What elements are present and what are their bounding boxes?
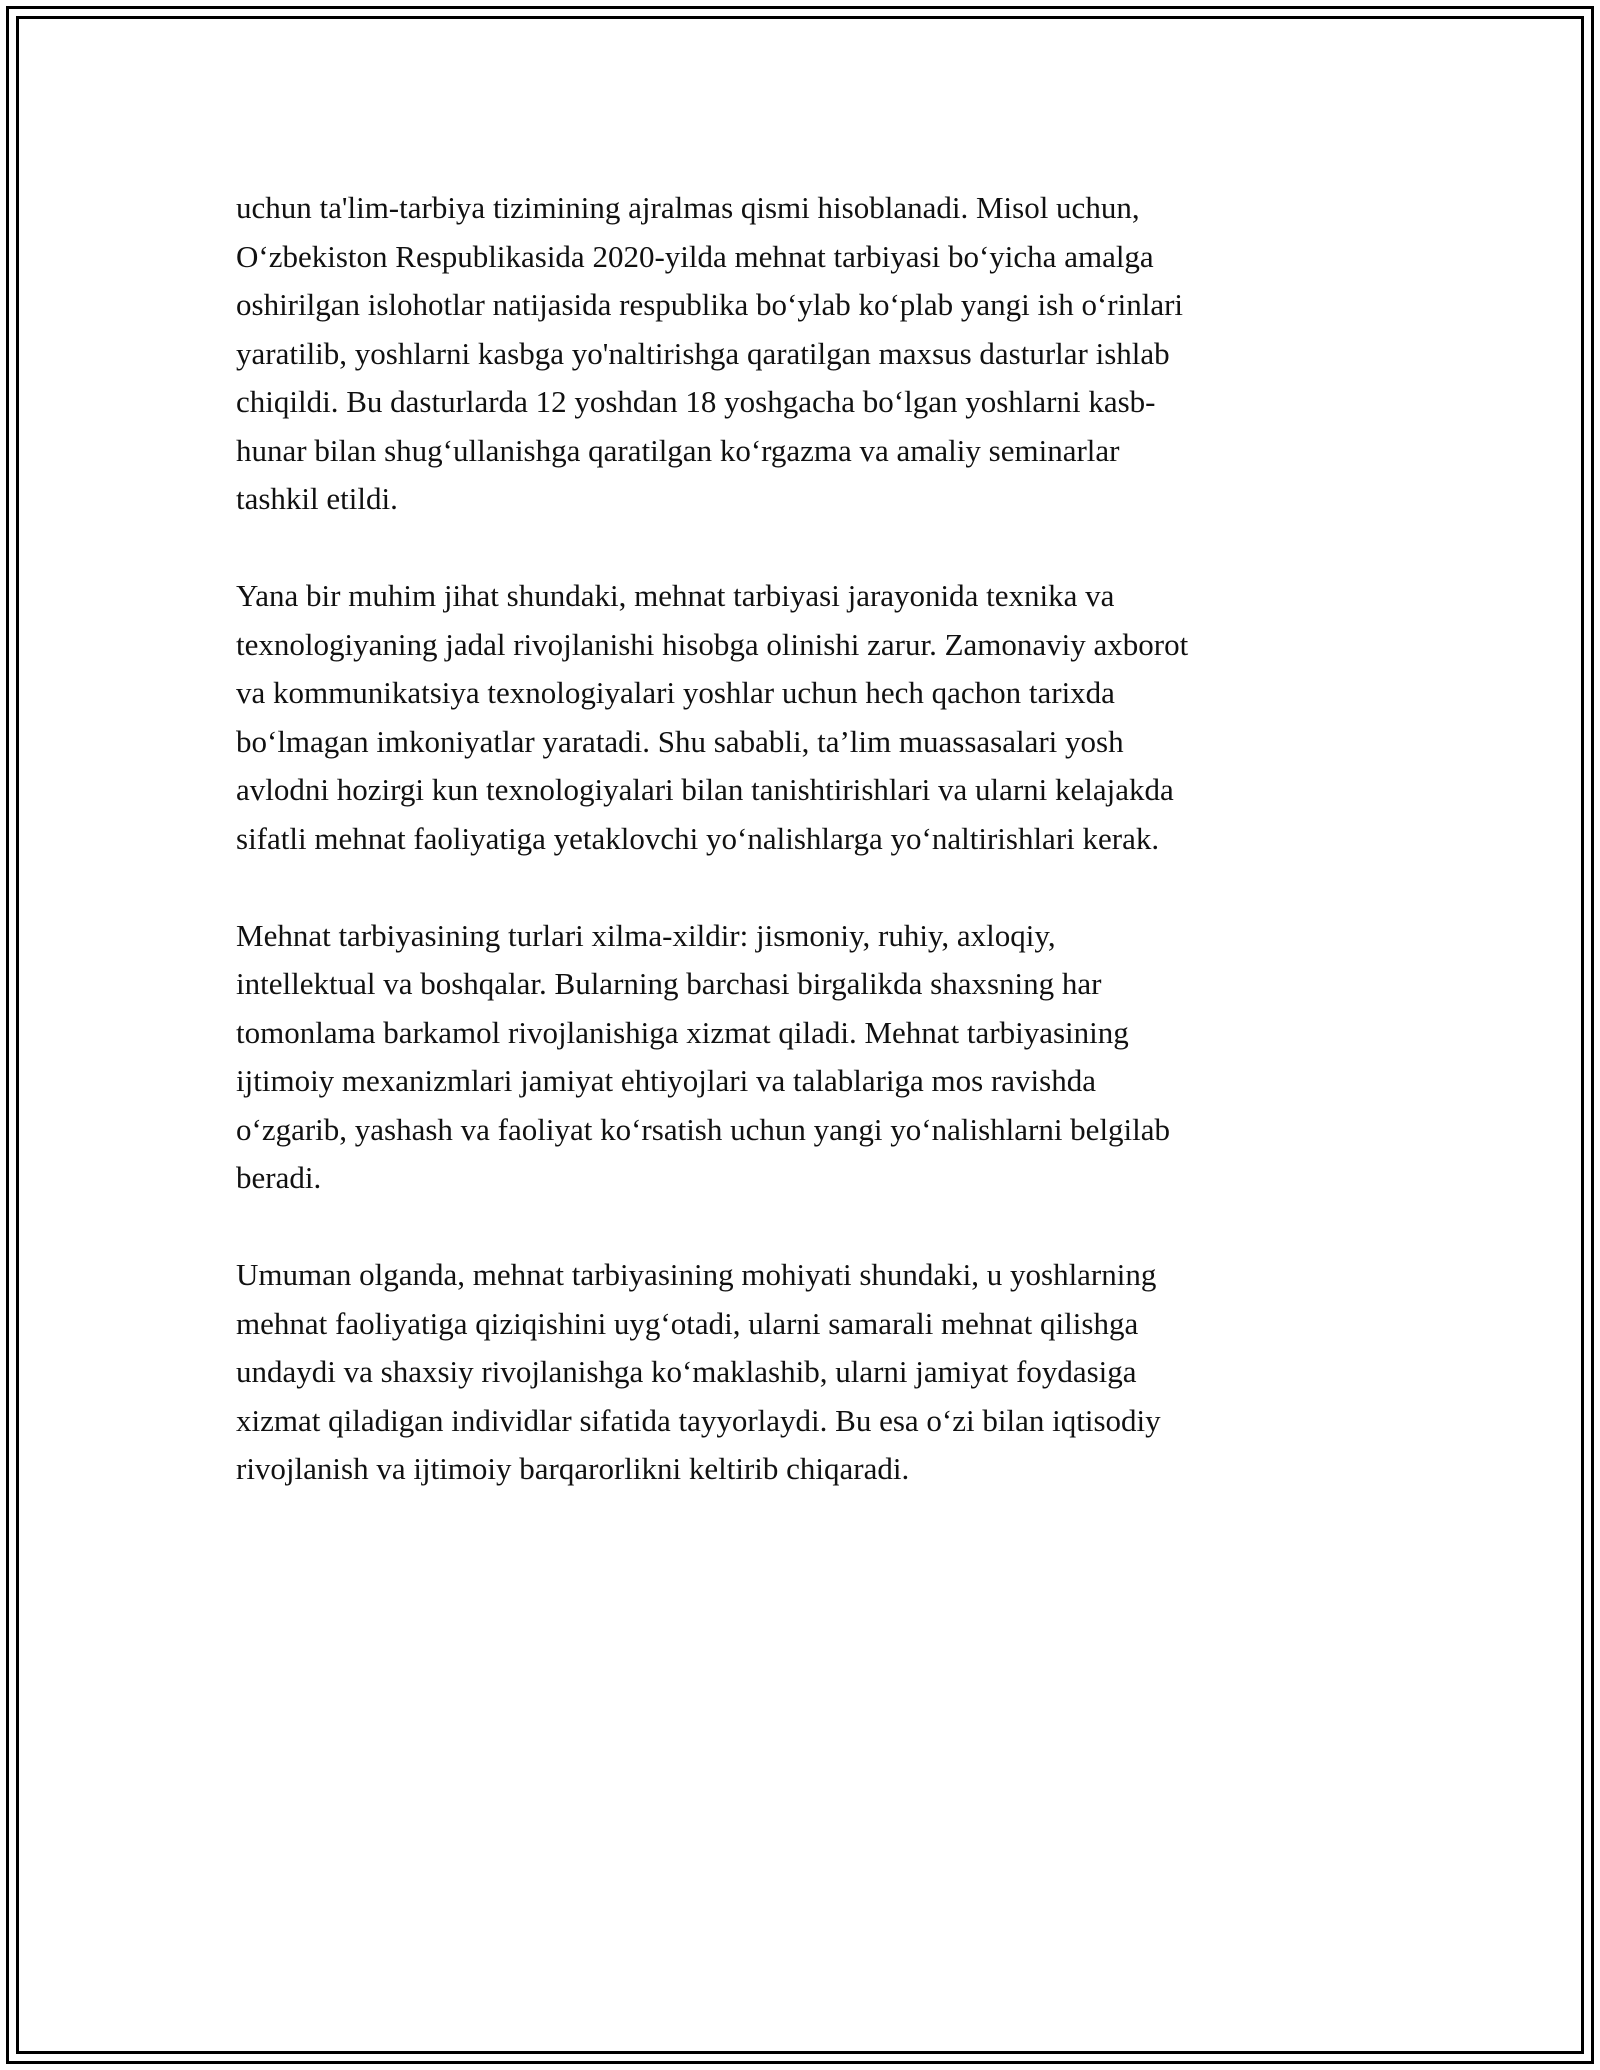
paragraph-line: rivojlanish va ijtimoiy barqarorlikni keltirib chiqaradi. — [236, 1451, 910, 1486]
paragraph-line: texnologiyaning jadal rivojlanishi hisobga olinishi zarur. Zamonaviy axborot — [236, 626, 1189, 662]
paragraph-line: beradi. — [236, 1160, 322, 1195]
paragraph-line: Mehnat tarbiyasining turlari xilma-xildir: jismoniy, ruhiy, axloqiy, — [236, 917, 1056, 953]
paragraph-line: mehnat faoliyatiga qiziqishini uyg‘otadi, ularni samarali mehnat qilishga — [236, 1305, 1139, 1341]
paragraph-line: chiqildi. Bu dasturlarda 12 yoshdan 18 yoshgacha bo‘lgan yoshlarni kasb- — [236, 384, 1156, 419]
paragraph-line: undaydi va shaxsiy rivojlanishga ko‘maklashib, ularni jamiyat foydasiga — [236, 1354, 1137, 1389]
paragraph-3 — [236, 912, 1376, 1203]
paragraph-line: uchun ta'lim-tarbiya tizimining ajralmas qismi hisoblanadi. Misol uchun, — [236, 190, 1140, 225]
paragraph-1 — [236, 184, 1376, 524]
paragraph-line: xizmat qiladigan individlar sifatida tayyorlaydi. Bu esa o‘zi bilan iqtisodiy — [236, 1402, 1161, 1438]
paragraph-line: hunar bilan shug‘ullanishga qaratilgan ko‘rgazma va amaliy seminarlar — [236, 432, 1120, 468]
paragraph-line: intellektual va boshqalar. Bularning barchasi birgalikda shaxsning har — [236, 966, 1102, 1001]
paragraph-line: tomonlama barkamol rivojlanishiga xizmat qiladi. Mehnat tarbiyasining — [236, 1014, 1129, 1050]
paragraph-line: O‘zbekiston Respublikasida 2020-yilda mehnat tarbiyasi bo‘yicha amalga — [236, 238, 1154, 274]
paragraph-line: ijtimoiy mexanizmlari jamiyat ehtiyojlari va talablariga mos ravishda — [236, 1063, 1096, 1098]
document-body — [236, 184, 1376, 1542]
paragraph-line: tashkil etildi. — [236, 481, 398, 516]
paragraph-2 — [236, 572, 1376, 863]
paragraph-line: Umuman olganda, mehnat tarbiyasining mohiyati shundaki, u yoshlarning — [236, 1257, 1157, 1292]
paragraph-line: va kommunikatsiya texnologiyalari yoshlar uchun hech qachon tarixda — [236, 675, 1115, 710]
paragraph-line: oshirilgan islohotlar natijasida respublika bo‘ylab ko‘plab yangi ish o‘rinlari — [236, 287, 1184, 322]
paragraph-line: Yana bir muhim jihat shundaki, mehnat tarbiyasi jarayonida texnika va — [236, 578, 1115, 613]
paragraph-line: yaratilib, yoshlarni kasbga yo'naltirishga qaratilgan maxsus dasturlar ishlab — [236, 335, 1170, 371]
paragraph-4 — [236, 1251, 1376, 1494]
paragraph-line: bo‘lmagan imkoniyatlar yaratadi. Shu sababli, ta’lim muassasalari yosh — [236, 723, 1124, 759]
paragraph-line: avlodni hozirgi kun texnologiyalari bilan tanishtirishlari va ularni kelajakda — [236, 772, 1174, 807]
paragraph-line: sifatli mehnat faoliyatiga yetaklovchi yo‘nalishlarga yo‘naltirishlari kerak. — [236, 820, 1160, 856]
paragraph-line: o‘zgarib, yashash va faoliyat ko‘rsatish uchun yangi yo‘nalishlarni belgilab — [236, 1111, 1171, 1147]
